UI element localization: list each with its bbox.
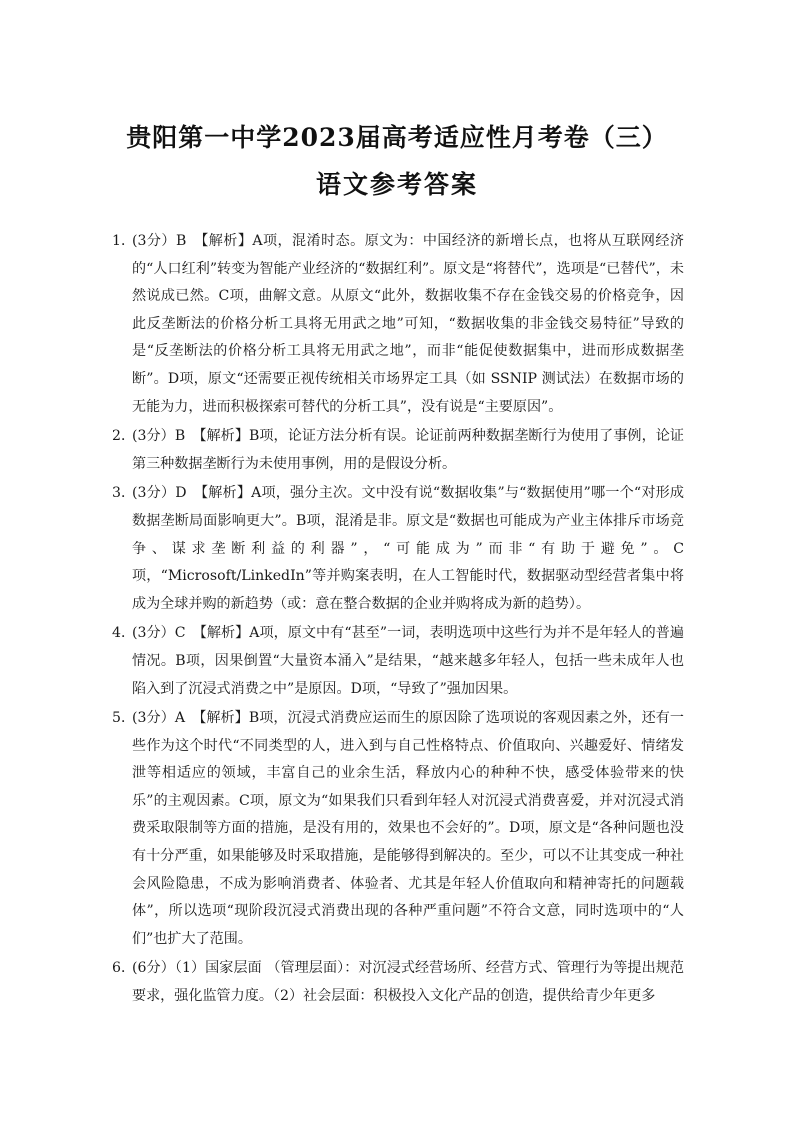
answer-number: 3． [112,485,136,502]
answer-item [112,955,684,1010]
answer-text: (3分）C 【解析】A项，原文中有“甚至”一词，表明选项中这些行为并不是年轻人的普遍情况。B项，因果倒置“大量资本涌入”是结果，“越来越多年轻人，包括一些未成年人也陷入到了沉浸式消费之中”是原因。D项，“导致了”强加因果。 [132,625,684,697]
answer-number: 5． [112,710,136,727]
answer-number: 2． [112,428,136,445]
answer-text: (6分）（1）国家层面 （管理层面）：对沉浸式经营场所、经营方式、管理行为等提出规范要求，强化监管力度。（2）社会层面：积极投入文化产品的创造，提供给青少年更多 [132,960,684,1005]
document-title: 贵阳第一中学2023届高考适应性月考卷（三） [126,123,668,152]
answer-item [112,480,684,618]
answer-list [112,228,684,1013]
answer-item [112,423,684,478]
answer-number: 6． [112,960,136,977]
answer-item [112,620,684,703]
answer-item [112,228,684,421]
document-subtitle: 语文参考答案 [315,170,478,199]
answer-text: (3分）D 【解析】A项，强分主次。文中没有说“数据收集”与“数据使用”哪一个“对形成数据垄断局面影响更大”。B项，混淆是非。原文是“数据也可能成为产业主体排斥市场竞争、谋求垄断利益的利器”，“可能成为”而非“有助于避免”。C项，“Microsoft/LinkedIn”等并购案表明，在人工智能时代，数据驱动型经营者集中将成为全球并购的新趋势（或：意在整合数据的企业并购将成为新的趋势）。 [132,485,684,612]
answer-text: (3分）B 【解析】A项，混淆时态。原文为：中国经济的新增长点，也将从互联网经济的“人口红利”转变为智能产业经济的“数据红利”。原文是“将替代”，选项是“已替代”，未然说成已然。C项，曲解文意。从原文“此外，数据收集不存在金钱交易的价格竞争，因此反垄断法的价格分析工具将无用武之地”可知，“数据收集的非金钱交易特征”导致的是“反垄断法的价格分析工具将无用武之地”，而非“能促使数据集中，进而形成数据垄断”。D项，原文“还需要正视传统相关市场界定工具（如 SSNIP 测试法）在数据市场的无能为力，进而积极探索可替代的分析工具”，没有说是“主要原因”。 [132,233,684,415]
answer-item [112,705,684,953]
answer-text: (3分）A 【解析】B项，沉浸式消费应运而生的原因除了选项说的客观因素之外，还有一些作为这个时代“不同类型的人，进入到与自己性格特点、价值取向、兴趣爱好、情绪发泄等相适应的领域，丰富自己的业余生活，释放内心的种种不快，感受体验带来的快乐”的主观因素。C项，原文为“如果我们只看到年轻人对沉浸式消费喜爱，并对沉浸式消费采取限制等方面的措施，是没有用的，效果也不会好的”。D项，原文是“各种问题也没有十分严重，如果能够及时采取措施，是能够得到解决的。至少，可以不让其变成一种社会风险隐患，不成为影响消费者、体验者、尤其是年轻人价值取向和精神寄托的问题载体”，所以选项“现阶段沉浸式消费出现的各种严重问题”不符合文意，同时选项中的“人们”也扩大了范围。 [132,710,684,947]
answer-number: 4． [112,625,136,642]
answer-text: (3分）B 【解析】B项，论证方法分析有误。论证前两种数据垄断行为使用了事例，论证第三种数据垄断行为未使用事例，用的是假设分析。 [132,428,684,472]
answer-number: 1． [112,233,136,249]
